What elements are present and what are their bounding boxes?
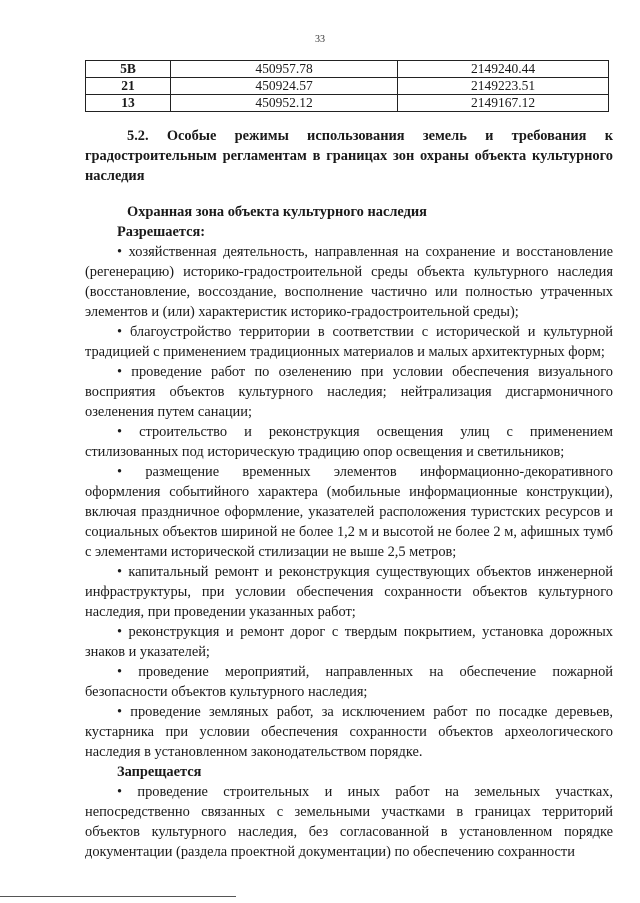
allowed-label: Разрешается: <box>117 224 206 240</box>
table-row <box>86 78 609 95</box>
list-item: • проведение строительных и иных работ на земельных участках, непосредственно связанных с земельными участками в границах территорий объектов культурного наследия, без согласованной в установленном порядке документации (раздела проектной документации) по обеспечению сохранности <box>85 784 613 860</box>
point-cell: 21 <box>86 78 171 95</box>
y-coordinate-cell: 2149240.44 <box>398 61 609 78</box>
x-coordinate-cell: 450952.12 <box>171 95 398 112</box>
footer-divider <box>0 896 236 897</box>
list-item: • хозяйственная деятельность, направленная на сохранение и восстановление (регенерацию) историко-градостроительной среды объекта культурного наследия (восстановление, воссоздание, восполнение частично или полностью утраченных элементов и (или) характеристик историко-градостроительной среды); <box>85 244 613 320</box>
zone-subheading: Охранная зона объекта культурного наследия <box>127 204 427 220</box>
list-item: • строительство и реконструкция освещения улиц с применением стилизованных под историческую традицию опор освещения и светильников; <box>85 424 613 460</box>
prohibited-label: Запрещается <box>117 764 202 780</box>
page-number: 33 <box>315 34 325 45</box>
y-coordinate-cell: 2149223.51 <box>398 78 609 95</box>
list-item: • размещение временных элементов информационно-декоративного оформления событийного характера (мобильные информационные конструкции), включая праздничное оформление, указателей расположения туристских ресурсов и социальных объектов шириной не более 1,2 м и высотой не более 2 м, афишных тумб с элементами исторической стилизации не выше 2,5 метров; <box>85 464 613 560</box>
x-coordinate-cell: 450957.78 <box>171 61 398 78</box>
list-item: • реконструкция и ремонт дорог с твердым покрытием, установка дорожных знаков и указателей; <box>85 624 613 660</box>
list-item: • проведение работ по озеленению при условии обеспечения визуального восприятия объектов культурного наследия; нейтрализация дисгармоничного озеленения путем санации; <box>85 364 613 420</box>
y-coordinate-cell: 2149167.12 <box>398 95 609 112</box>
table-row <box>86 61 609 78</box>
table-row <box>86 95 609 112</box>
list-item: • капитальный ремонт и реконструкция существующих объектов инженерной инфраструктуры, при условии обеспечения сохранности объектов культурного наследия, при проведении указанных работ; <box>85 564 613 620</box>
point-cell: 5В <box>86 61 171 78</box>
section-heading: 5.2. Особые режимы использования земель и требования к градостроительным регламентам в границах зон охраны объекта культурного наследия <box>85 128 613 184</box>
list-item: • проведение земляных работ, за исключением работ по посадке деревьев, кустарника при условии обеспечения сохранности объектов археологического наследия в установленном законодательством порядке. <box>85 704 613 760</box>
coordinates-table <box>85 60 609 112</box>
list-item: • проведение мероприятий, направленных на обеспечение пожарной безопасности объектов культурного наследия; <box>85 664 613 700</box>
x-coordinate-cell: 450924.57 <box>171 78 398 95</box>
document-body <box>85 126 613 862</box>
list-item: • благоустройство территории в соответствии с исторической и культурной традицией с применением традиционных материалов и малых архитектурных форм; <box>85 324 613 360</box>
point-cell: 13 <box>86 95 171 112</box>
